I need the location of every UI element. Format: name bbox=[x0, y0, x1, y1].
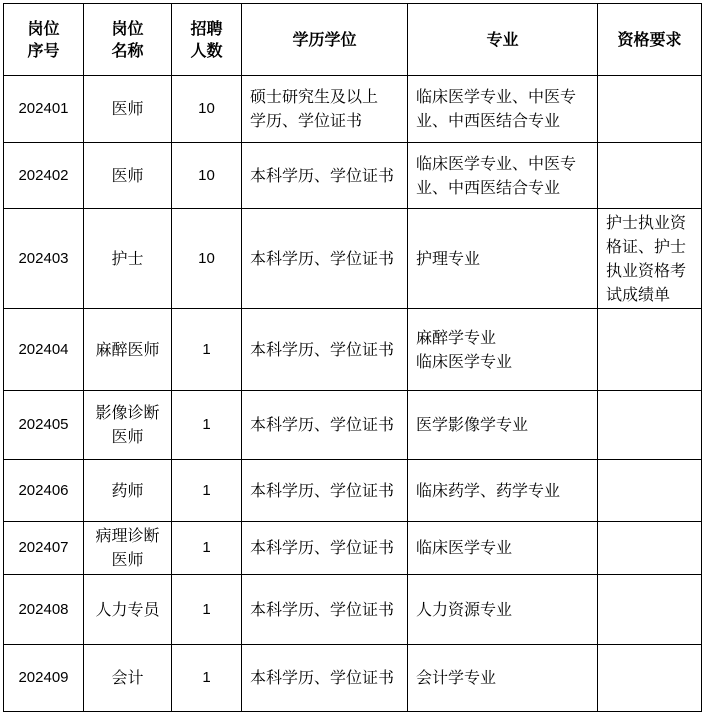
cell-education-line: 本科学历、学位证书 bbox=[250, 480, 395, 500]
cell-count: 1 bbox=[172, 645, 242, 712]
cell-post-no: 202407 bbox=[4, 522, 84, 575]
cell-requirement-line: 格证、护士 bbox=[606, 236, 687, 256]
table-row bbox=[4, 522, 702, 575]
header-post-name-line-1: 岗位 bbox=[111, 18, 144, 38]
table-body bbox=[4, 76, 702, 712]
cell-count: 10 bbox=[172, 76, 242, 143]
cell-education-line: 本科学历、学位证书 bbox=[250, 339, 395, 359]
cell-requirement bbox=[598, 391, 702, 460]
cell-requirement bbox=[598, 522, 702, 575]
cell-post-name bbox=[84, 575, 172, 645]
cell-major bbox=[408, 522, 598, 575]
cell-major bbox=[408, 460, 598, 522]
table-row bbox=[4, 143, 702, 209]
header-count-line-1: 招聘 bbox=[190, 18, 223, 38]
cell-post-no: 202403 bbox=[4, 209, 84, 309]
cell-major-line: 医学影像学专业 bbox=[416, 415, 529, 434]
cell-post-name-line: 护士 bbox=[111, 248, 144, 268]
cell-education-line: 学历、学位证书 bbox=[250, 111, 363, 130]
cell-post-no: 202402 bbox=[4, 143, 84, 209]
cell-education bbox=[242, 391, 408, 460]
cell-requirement-line: 执业资格考 bbox=[606, 260, 687, 280]
cell-major-line: 人力资源专业 bbox=[416, 599, 513, 619]
cell-education-line: 本科学历、学位证书 bbox=[250, 538, 395, 557]
cell-major-line: 业、中西医结合专业 bbox=[416, 111, 561, 130]
recruitment-table bbox=[3, 3, 702, 712]
cell-requirement bbox=[598, 143, 702, 209]
cell-major bbox=[408, 143, 598, 209]
cell-post-name-line: 医师 bbox=[111, 550, 144, 569]
cell-post-name bbox=[84, 209, 172, 309]
cell-major-line: 麻醉学专业 bbox=[416, 327, 497, 347]
cell-education bbox=[242, 522, 408, 575]
cell-major bbox=[408, 209, 598, 309]
cell-post-name-line: 医师 bbox=[111, 165, 144, 185]
header-count-line-2: 人数 bbox=[190, 40, 223, 60]
cell-requirement bbox=[598, 76, 702, 143]
header-row bbox=[4, 4, 702, 76]
cell-count: 1 bbox=[172, 309, 242, 391]
cell-post-name-line: 麻醉医师 bbox=[95, 339, 160, 359]
cell-count: 1 bbox=[172, 522, 242, 575]
cell-post-name-line: 影像诊断 bbox=[95, 403, 160, 422]
cell-post-name bbox=[84, 522, 172, 575]
table-row bbox=[4, 645, 702, 712]
cell-post-name bbox=[84, 143, 172, 209]
cell-requirement bbox=[598, 460, 702, 522]
cell-post-name-line: 会计 bbox=[111, 668, 144, 687]
cell-post-name-line: 药师 bbox=[111, 480, 144, 500]
cell-education bbox=[242, 209, 408, 309]
cell-major-line: 临床医学专业、中医专 bbox=[416, 153, 577, 173]
table-row bbox=[4, 575, 702, 645]
cell-education bbox=[242, 309, 408, 391]
cell-count: 10 bbox=[172, 209, 242, 309]
cell-education-line: 本科学历、学位证书 bbox=[250, 668, 395, 687]
cell-requirement bbox=[598, 575, 702, 645]
header-education: 学历学位 bbox=[242, 4, 408, 76]
cell-requirement-line: 护士执业资 bbox=[606, 212, 687, 232]
header-post-no-line-2: 序号 bbox=[27, 40, 60, 60]
cell-major bbox=[408, 645, 598, 712]
header-post-no-line-1: 岗位 bbox=[27, 18, 60, 38]
table-row bbox=[4, 76, 702, 143]
cell-education bbox=[242, 575, 408, 645]
cell-education-line: 本科学历、学位证书 bbox=[250, 165, 395, 185]
header-major: 专业 bbox=[408, 4, 598, 76]
header-count bbox=[172, 4, 242, 76]
cell-major-line: 业、中西医结合专业 bbox=[416, 177, 561, 197]
cell-education-line: 本科学历、学位证书 bbox=[250, 599, 395, 619]
cell-post-name-line: 医师 bbox=[111, 99, 144, 118]
cell-post-name-line: 人力专员 bbox=[95, 599, 160, 619]
cell-post-no: 202404 bbox=[4, 309, 84, 391]
cell-post-name-line: 病理诊断 bbox=[95, 526, 160, 545]
cell-major-line: 临床医学专业 bbox=[416, 538, 513, 557]
cell-major bbox=[408, 391, 598, 460]
cell-education-line: 本科学历、学位证书 bbox=[250, 415, 395, 434]
cell-requirement bbox=[598, 209, 702, 309]
cell-post-no: 202408 bbox=[4, 575, 84, 645]
cell-post-no: 202401 bbox=[4, 76, 84, 143]
cell-major bbox=[408, 575, 598, 645]
cell-requirement-line: 试成绩单 bbox=[606, 284, 671, 304]
cell-education bbox=[242, 460, 408, 522]
cell-requirement bbox=[598, 309, 702, 391]
table-row bbox=[4, 209, 702, 309]
cell-post-name bbox=[84, 309, 172, 391]
cell-major-line: 护理专业 bbox=[416, 248, 481, 268]
cell-major-line: 临床药学、药学专业 bbox=[416, 480, 561, 500]
table-row bbox=[4, 309, 702, 391]
cell-major bbox=[408, 309, 598, 391]
cell-education bbox=[242, 76, 408, 143]
cell-post-no: 202406 bbox=[4, 460, 84, 522]
cell-count: 1 bbox=[172, 575, 242, 645]
cell-major bbox=[408, 76, 598, 143]
header-post-name bbox=[84, 4, 172, 76]
table-row bbox=[4, 391, 702, 460]
cell-post-no: 202405 bbox=[4, 391, 84, 460]
cell-requirement bbox=[598, 645, 702, 712]
header-post-no bbox=[4, 4, 84, 76]
cell-post-no: 202409 bbox=[4, 645, 84, 712]
cell-count: 10 bbox=[172, 143, 242, 209]
cell-count: 1 bbox=[172, 460, 242, 522]
cell-post-name bbox=[84, 645, 172, 712]
header-post-name-line-2: 名称 bbox=[111, 40, 144, 60]
cell-post-name bbox=[84, 76, 172, 143]
header-requirement: 资格要求 bbox=[598, 4, 702, 76]
cell-education-line: 硕士研究生及以上 bbox=[250, 87, 379, 106]
cell-education bbox=[242, 645, 408, 712]
cell-count: 1 bbox=[172, 391, 242, 460]
cell-education-line: 本科学历、学位证书 bbox=[250, 248, 395, 268]
cell-post-name-line: 医师 bbox=[111, 427, 144, 446]
table-row bbox=[4, 460, 702, 522]
cell-post-name bbox=[84, 391, 172, 460]
cell-major-line: 临床医学专业、中医专 bbox=[416, 87, 577, 106]
cell-major-line: 会计学专业 bbox=[416, 668, 497, 687]
cell-post-name bbox=[84, 460, 172, 522]
cell-education bbox=[242, 143, 408, 209]
cell-major-line: 临床医学专业 bbox=[416, 351, 513, 371]
